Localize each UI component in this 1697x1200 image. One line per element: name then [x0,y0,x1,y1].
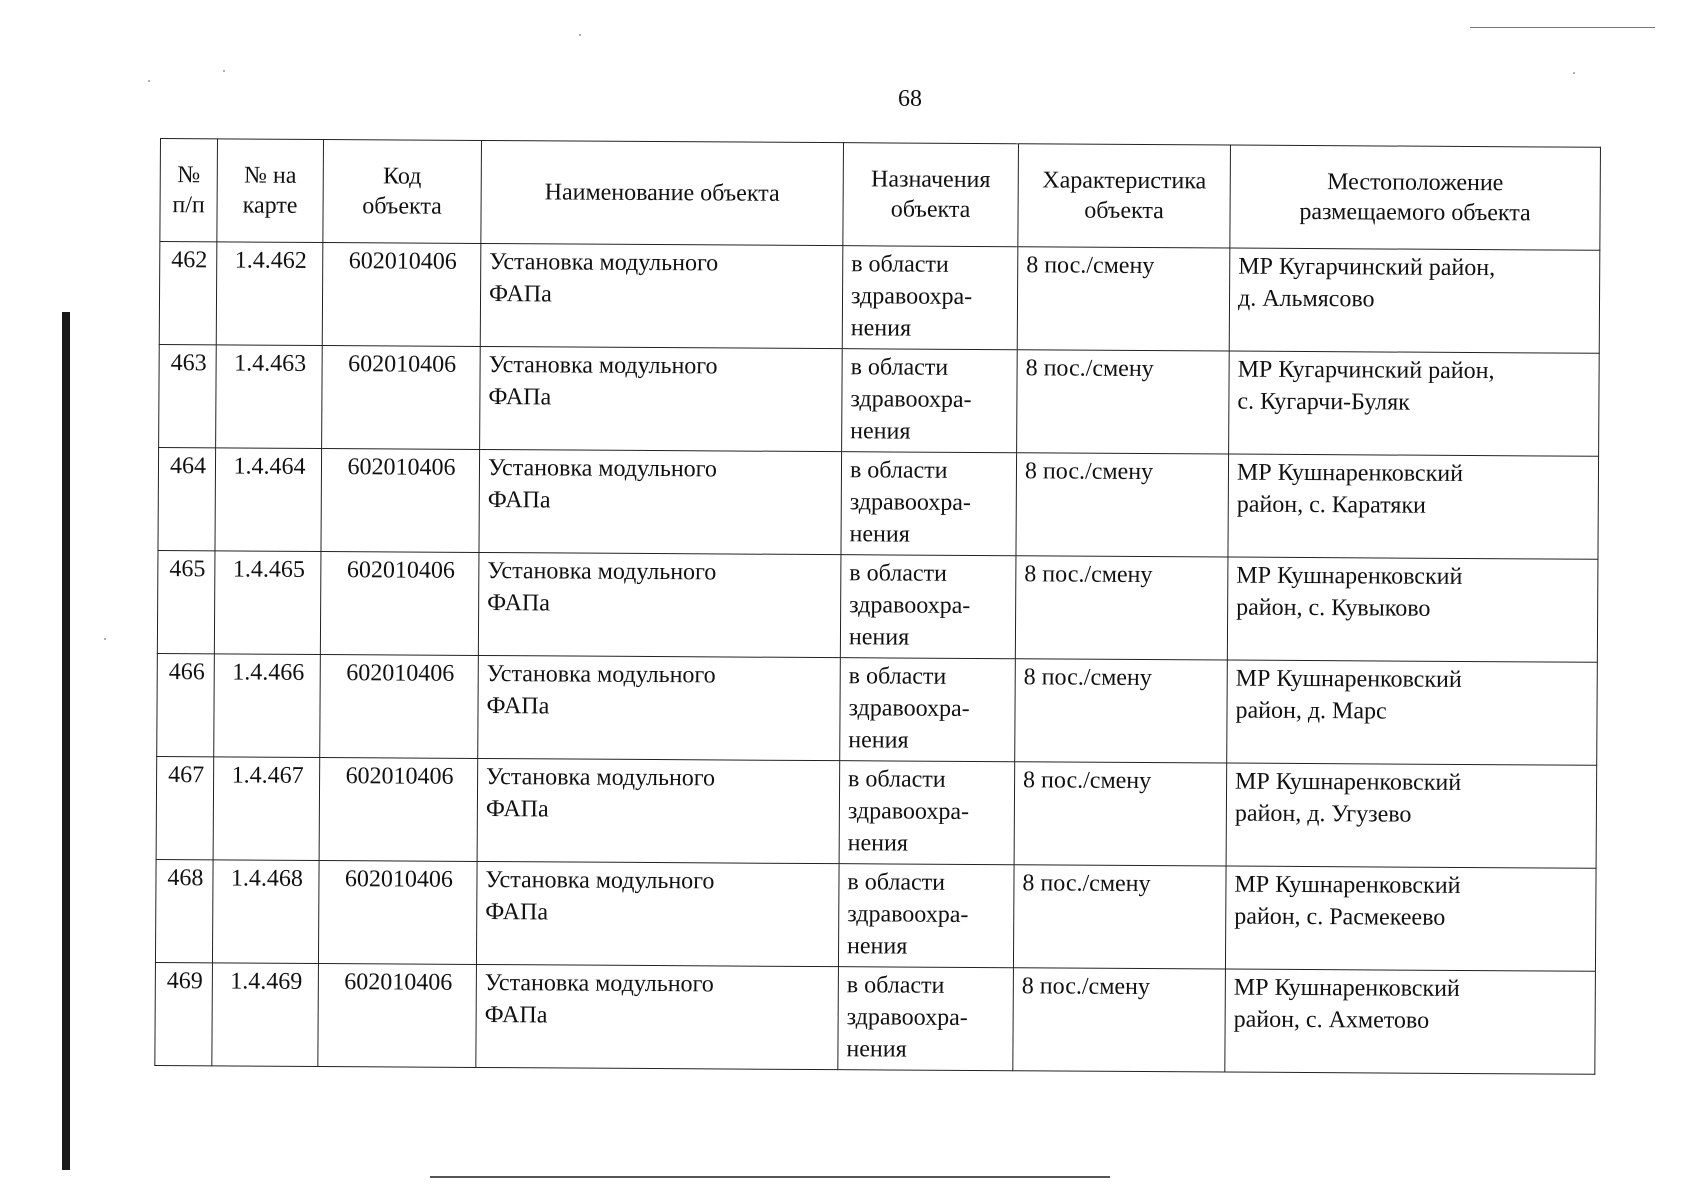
header-number: № п/п [160,139,218,242]
scan-artifact-line-bottom [430,1176,1110,1178]
cell-object-characteristic: 8 пос./смену [1015,659,1228,763]
cell-object-purpose: в области здравоохра- нения [840,658,1016,762]
cell-number: 466 [157,653,215,756]
cell-object-code: 602010406 [322,345,481,449]
cell-map-number: 1.4.462 [216,242,323,346]
table-row [155,859,1596,971]
header-object-name: Наименование объекта [481,140,844,245]
cell-object-code: 602010406 [318,963,477,1067]
cell-number: 467 [156,756,214,859]
scan-speck [104,638,106,640]
cell-object-code: 602010406 [319,757,478,861]
cell-object-characteristic: 8 пос./смену [1013,865,1226,969]
table-row [157,653,1598,765]
table-row [159,344,1600,456]
scan-speck [1573,72,1575,74]
cell-object-name: Установка модульного ФАПа [476,964,839,1069]
cell-number: 469 [155,962,213,1065]
cell-object-characteristic: 8 пос./смену [1013,968,1226,1072]
cell-map-number: 1.4.463 [216,345,323,449]
cell-object-location: МР Кушнаренковский район, с. Кувыково [1227,557,1598,662]
cell-object-code: 602010406 [322,242,481,346]
table-row [157,550,1598,662]
cell-object-characteristic: 8 пос./смену [1016,453,1229,557]
cell-map-number: 1.4.468 [212,860,319,964]
cell-map-number: 1.4.467 [213,757,320,861]
header-map-number: № на карте [217,139,324,243]
objects-table [154,138,1601,1075]
cell-object-purpose: в области здравоохра- нения [840,555,1016,659]
cell-object-name: Установка модульного ФАПа [478,552,841,657]
table-row [156,756,1597,868]
scan-speck [148,80,150,82]
cell-object-location: МР Кушнаренковский район, с. Ахметово [1225,969,1596,1074]
cell-object-location: МР Кушнаренковский район, с. Расмекеево [1225,866,1596,971]
cell-object-purpose: в области здравоохра- нения [838,967,1014,1071]
cell-object-characteristic: 8 пос./смену [1014,762,1227,866]
cell-object-name: Установка модульного ФАПа [477,758,840,863]
cell-object-purpose: в области здравоохра- нения [842,349,1018,453]
cell-map-number: 1.4.465 [214,551,321,655]
cell-object-location: МР Кугарчинский район, д. Альмясово [1229,248,1600,353]
cell-object-code: 602010406 [320,551,479,655]
table-row [155,962,1596,1074]
cell-number: 468 [155,859,213,962]
scan-artifact-line-top [1470,27,1655,28]
cell-object-code: 602010406 [320,654,479,758]
scan-speck [579,34,581,36]
scan-artifact-binding-edge [62,312,70,1170]
cell-object-name: Установка модульного ФАПа [479,449,842,554]
cell-number: 462 [159,242,217,345]
cell-object-purpose: в области здравоохра- нения [841,452,1017,556]
header-object-code: Код объекта [323,139,482,243]
cell-object-code: 602010406 [318,860,477,964]
cell-object-name: Установка модульного ФАПа [480,243,843,348]
cell-object-location: МР Кушнаренковский район, с. Каратяки [1228,454,1599,559]
cell-map-number: 1.4.466 [214,654,321,758]
header-object-purpose: Назначения объекта [843,143,1019,247]
page-number: 68 [898,86,922,112]
cell-object-location: МР Кушнаренковский район, д. Угузево [1226,763,1597,868]
cell-object-name: Установка модульного ФАПа [480,346,843,451]
cell-object-characteristic: 8 пос./смену [1017,350,1230,454]
table-row [159,242,1600,354]
cell-number: 463 [159,344,217,447]
cell-object-characteristic: 8 пос./смену [1015,556,1228,660]
scan-speck [223,70,225,72]
header-object-characteristic: Характеристика объекта [1018,144,1231,248]
cell-number: 464 [158,447,216,550]
table-row [158,447,1599,559]
table-header-row [160,139,1601,251]
cell-object-purpose: в области здравоохра- нения [839,761,1015,865]
cell-object-purpose: в области здравоохра- нения [842,246,1018,350]
header-object-location: Местоположение размещаемого объекта [1230,145,1601,250]
cell-object-location: МР Кугарчинский район, с. Кугарчи-Буляк [1229,351,1600,456]
cell-map-number: 1.4.464 [215,448,322,552]
cell-object-code: 602010406 [321,448,480,552]
cell-object-purpose: в области здравоохра- нения [838,864,1014,968]
cell-object-characteristic: 8 пос./смену [1017,247,1230,351]
cell-map-number: 1.4.469 [212,963,319,1067]
cell-object-name: Установка модульного ФАПа [478,655,841,760]
cell-number: 465 [157,550,215,653]
cell-object-name: Установка модульного ФАПа [476,861,839,966]
cell-object-location: МР Кушнаренковский район, д. Марс [1227,660,1598,765]
